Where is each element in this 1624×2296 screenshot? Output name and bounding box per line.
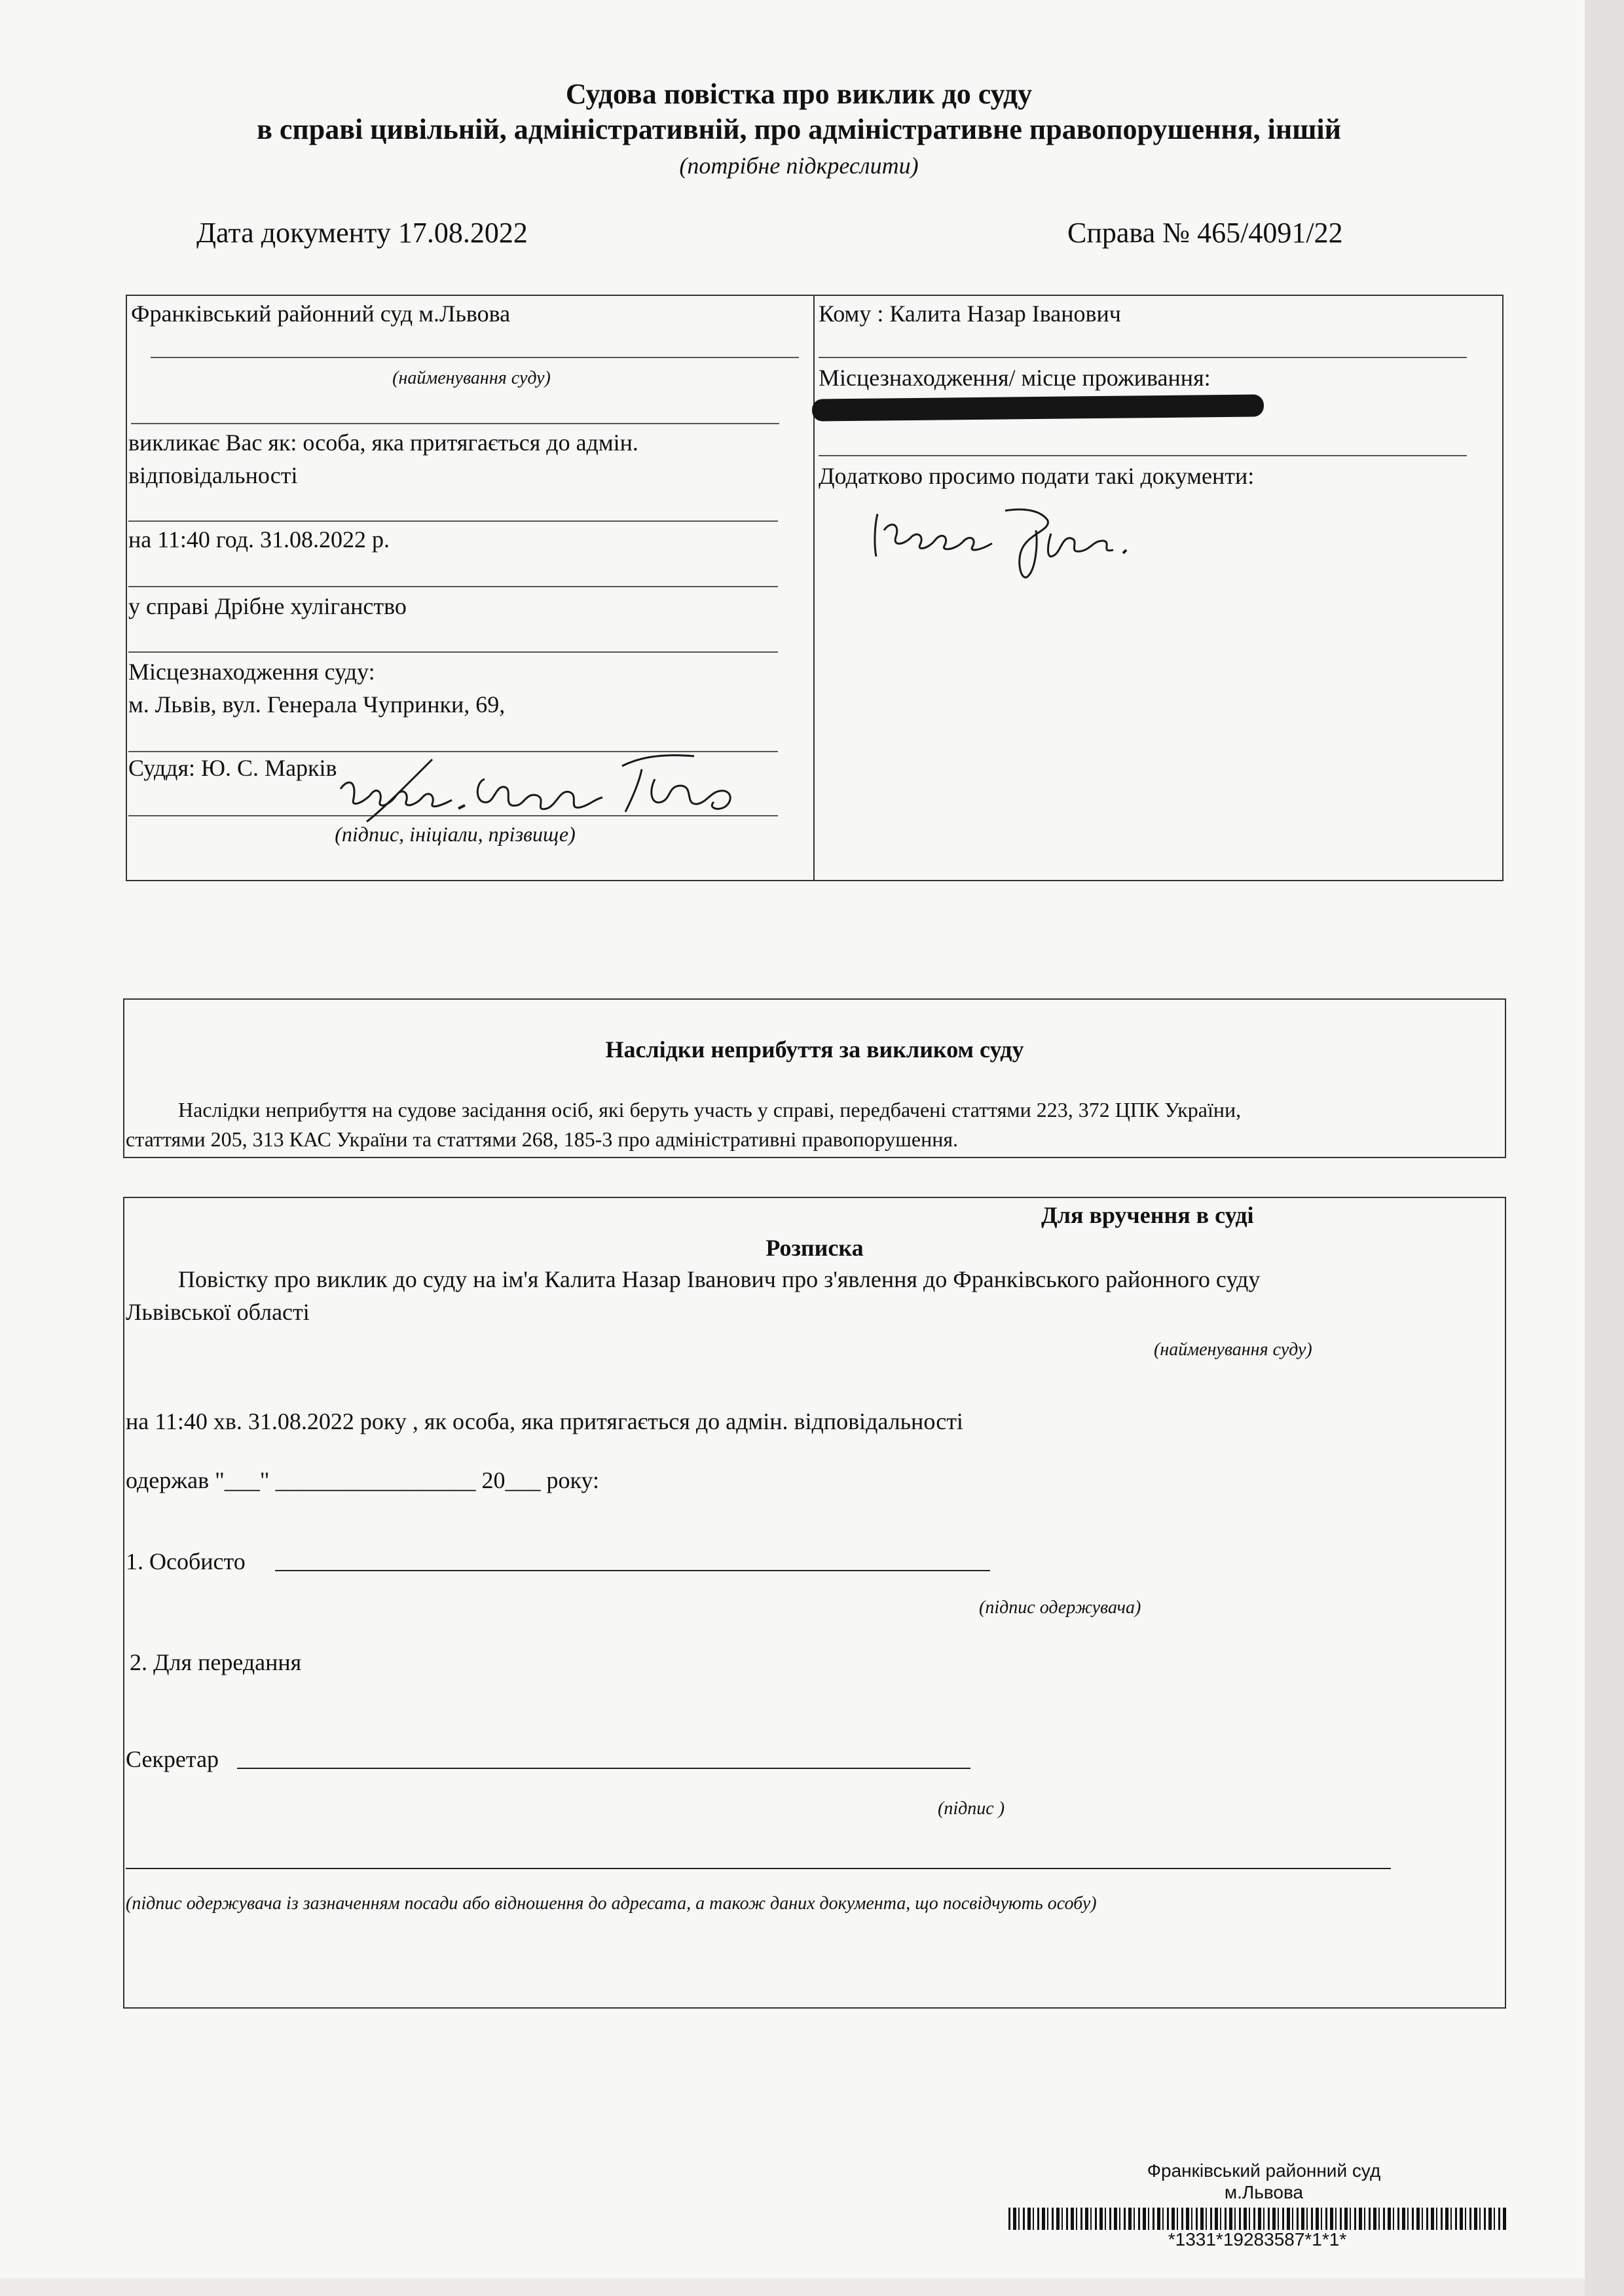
consequences-heading: Наслідки неприбуття за викликом суду [605,1036,1024,1063]
case-number: Справа № 465/4091/22 [1067,217,1343,249]
judge-label: Суддя: Ю. С. Марків [128,755,337,781]
receipt-text-line-1: Повістку про виклик до суду на ім'я Калита Назар Іванович про з'явлення до Франківського районного суду [178,1266,1261,1292]
consequences-text-line-2: статтями 205, 313 КАС України та статтями 268, 185-3 про адміністративні правопорушення. [126,1127,959,1151]
secretary-signature-line [237,1768,970,1769]
footer-court-line-2: м.Львова [1224,2182,1304,2202]
summons-table-divider [813,295,815,881]
judge-signature [327,740,760,831]
court-location-label: Місцезнаходження суду: [128,659,375,685]
bottom-signature-caption: (підпис одержувача із зазначенням посади або відношення до адресата, а також даних документа, що посвідчують особу) [126,1893,1097,1914]
footer-court-line-1: Франківський районний суд [1147,2160,1381,2181]
extra-documents-label: Додатково просимо подати такі документи: [819,463,1255,489]
consequences-text-line-1: Наслідки неприбуття на судове засідання осіб, які беруть участь у справі, передбачені статтями 223, 372 ЦПК України, [178,1098,1242,1121]
hearing-time: на 11:40 год. 31.08.2022 р. [128,526,390,553]
personally-label: 1. Особисто [126,1548,246,1575]
receipt-time-line: на 11:40 хв. 31.08.2022 року , як особа, яка притягається до адмін. відповідальності [126,1408,963,1434]
for-transfer-label: 2. Для передання [130,1649,302,1675]
summons-role-line-1: викликає Вас як: особа, яка притягається до адмін. [128,429,638,456]
court-name: Франківський районний суд м.Львова [131,301,511,327]
receipt-court-caption: (найменування суду) [1154,1339,1312,1360]
case-subject: у справі Дрібне хуліганство [128,593,407,619]
recipient-signature-caption: (підпис одержувача) [979,1597,1141,1618]
time-line [128,586,778,587]
role-line [128,520,778,522]
redacted-address [812,394,1264,421]
bottom-signature-line [126,1868,1391,1869]
barcode-text: *1331*19283587*1*1* [1168,2229,1347,2250]
for-court-delivery: Для вручення в суді [1041,1202,1254,1228]
secretary-label: Секретар [126,1746,219,1772]
personally-signature-line [275,1570,990,1571]
summons-role-line-2: відповідальності [128,462,298,488]
underline-note: (потрібне підкреслити) [679,153,919,179]
title-line-2: в справі цивільній, адміністративній, про адміністративне правопорушення, іншій [257,113,1341,145]
scan-edge [1585,0,1624,2296]
court-name-line [151,357,799,358]
document-date: Дата документу 17.08.2022 [196,217,528,249]
residence-line [819,455,1467,456]
judge-caption: (підпис, ініціали, прізвище) [335,822,576,846]
recipient-name: Кому : Калита Назар Іванович [819,301,1121,327]
receipt-text-line-2: Львівської області [126,1299,310,1325]
court-address: м. Львів, вул. Генерала Чупринки, 69, [128,691,506,718]
barcode [1008,2208,1506,2230]
secretary-signature-caption: (підпис ) [938,1798,1005,1819]
subject-line [128,651,778,653]
court-caption-line [131,423,779,424]
receipt-box [123,1197,1506,2009]
court-caption: (найменування суду) [392,368,551,388]
recipient-line [819,357,1467,358]
residence-label: Місцезнаходження/ місце проживання: [819,365,1211,391]
received-date-line: одержав "___" _________________ 20___ року: [126,1467,600,1493]
receipt-heading: Розписка [766,1235,864,1261]
extra-documents-handwriting [864,484,1139,589]
title-line-1: Судова повістка про виклик до суду [565,78,1033,110]
